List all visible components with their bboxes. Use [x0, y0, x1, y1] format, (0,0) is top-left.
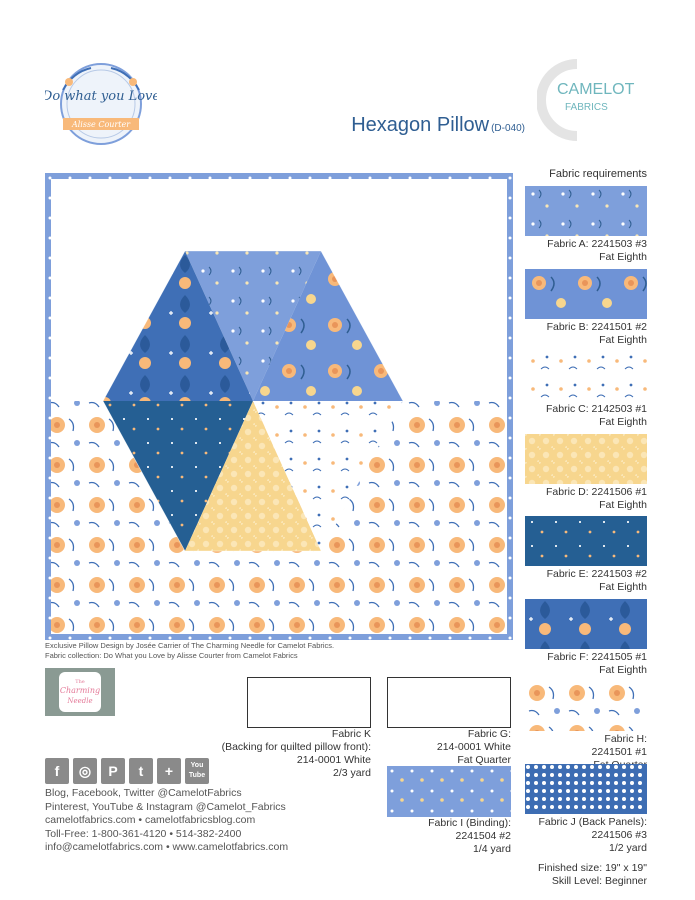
swatch-label-line2: Fat Eighth [599, 334, 647, 346]
swatch-label-line1: Fabric D: 2241506 #1 [546, 486, 647, 498]
fabric-swatch [525, 351, 647, 401]
swatch-label-line1: Fabric B: 2241501 #2 [546, 321, 647, 333]
fabric-swatch-label [505, 486, 647, 512]
facebook-icon[interactable]: f [45, 758, 69, 784]
skill-level: Skill Level: Beginner [551, 875, 647, 887]
fabric-swatch-label [505, 238, 647, 264]
swatch-label-line1: Fabric E: 2241503 #2 [546, 568, 647, 580]
swatch-label-line1: Fabric J (Back Panels): [538, 816, 647, 828]
logo-designer-text: Alisse Courter [71, 120, 131, 129]
fabric-k-swatch [247, 677, 371, 728]
fabric-g-swatch [387, 677, 511, 728]
charming-needle-logo [45, 668, 115, 716]
fabric-i-name: Fabric I (Binding): [428, 817, 511, 829]
swatch-label-line1: Fabric C: 2142503 #1 [546, 403, 647, 415]
fabric-swatch-label [505, 321, 647, 347]
instagram-icon[interactable]: ◎ [73, 758, 97, 784]
swatch-label-line2: 2241506 #3 [591, 829, 647, 841]
swatch-label-line1: Fabric H: [604, 733, 647, 745]
pattern-code: (D-040) [491, 123, 525, 134]
fabric-g-sku: 214-0001 White [436, 741, 511, 753]
twitter-icon[interactable]: t [129, 758, 153, 784]
fabric-swatch [525, 434, 647, 484]
fabric-requirements-heading: Fabric requirements [549, 168, 647, 180]
fabric-i-swatch [387, 766, 511, 817]
swatch-label-line2: Fat Eighth [599, 664, 647, 676]
cn-logo-line-3: Needle [67, 697, 93, 705]
fabric-swatch-label [505, 403, 647, 429]
fabric-k-info [200, 728, 371, 780]
fabric-g-name: Fabric G: [467, 728, 511, 740]
fabric-k-amount: 2/3 yard [333, 767, 371, 779]
contact-info [45, 787, 365, 855]
brand-camelot-text: CAMELOT [557, 81, 635, 98]
do-what-you-love-logo [45, 60, 157, 148]
design-credit [45, 641, 445, 661]
swatch-label-line2: Fat Eighth [599, 581, 647, 593]
swatch-label-line2: Fat Eighth [599, 251, 647, 263]
fabric-swatch [525, 186, 647, 236]
title-text: Hexagon Pillow [351, 114, 490, 136]
contact-phone: Toll-Free: 1-800-361-4120 • 514-382-2400 [45, 827, 242, 840]
fabric-i-sku: 2241504 #2 [455, 830, 511, 842]
credit-line-2: Fabric collection: Do What you Love by Alisse Courter from Camelot Fabrics [45, 651, 298, 660]
fabric-i-info [387, 817, 511, 856]
social-icons [45, 758, 215, 784]
bloglovin-icon[interactable]: + [157, 758, 181, 784]
fabric-i-amount: 1/4 yard [473, 843, 511, 855]
logo-script-text: Do what you Love [45, 89, 157, 104]
swatch-label-line2: 2241501 #1 [591, 746, 647, 758]
youtube-icon[interactable]: You Tube [185, 758, 209, 784]
fabric-swatch [525, 681, 647, 731]
swatch-label-line2: Fat Eighth [599, 499, 647, 511]
credit-line-1: Exclusive Pillow Design by Josée Carrier of The Charming Needle for Camelot Fabrics. [45, 641, 335, 650]
contact-social-2: Pinterest, YouTube & Instagram @Camelot_Fabrics [45, 800, 286, 813]
swatch-label-line3: 1/2 yard [609, 842, 647, 854]
pattern-title [300, 114, 525, 137]
fabric-swatch [525, 599, 647, 649]
fabric-g-info [387, 728, 511, 767]
swatch-label-line1: Fabric A: 2241503 #3 [547, 238, 647, 250]
swatch-label-line2: Fat Eighth [599, 416, 647, 428]
camelot-fabrics-logo [537, 56, 647, 144]
finished-size: Finished size: 19" x 19" [537, 862, 647, 874]
fabric-k-sku: 214-0001 White [296, 754, 371, 766]
fabric-swatch-label [505, 568, 647, 594]
fabric-k-name: Fabric K [331, 728, 371, 740]
contact-social-1: Blog, Facebook, Twitter @CamelotFabrics [45, 787, 242, 799]
fabric-swatch [525, 516, 647, 566]
fabric-k-use: (Backing for quilted pillow front): [221, 741, 371, 753]
fabric-swatch-label [505, 651, 647, 677]
finished-info [480, 862, 647, 888]
cn-logo-line-1: The [75, 679, 85, 685]
fabric-swatch [525, 764, 647, 814]
fabric-swatch [525, 269, 647, 319]
contact-websites[interactable]: camelotfabrics.com • camelotfabricsblog.com [45, 814, 256, 826]
pillow-illustration [45, 173, 513, 640]
swatch-label-line1: Fabric F: 2241505 #1 [547, 651, 647, 663]
fabric-g-amount: Fat Quarter [457, 754, 511, 766]
pinterest-icon[interactable]: P [101, 758, 125, 784]
fabric-swatch-label [505, 816, 647, 855]
brand-fabrics-text: FABRICS [565, 102, 608, 113]
contact-email-web[interactable]: info@camelotfabrics.com • www.camelotfabrics.com [45, 841, 289, 853]
cn-logo-line-2: Charming [59, 686, 101, 695]
